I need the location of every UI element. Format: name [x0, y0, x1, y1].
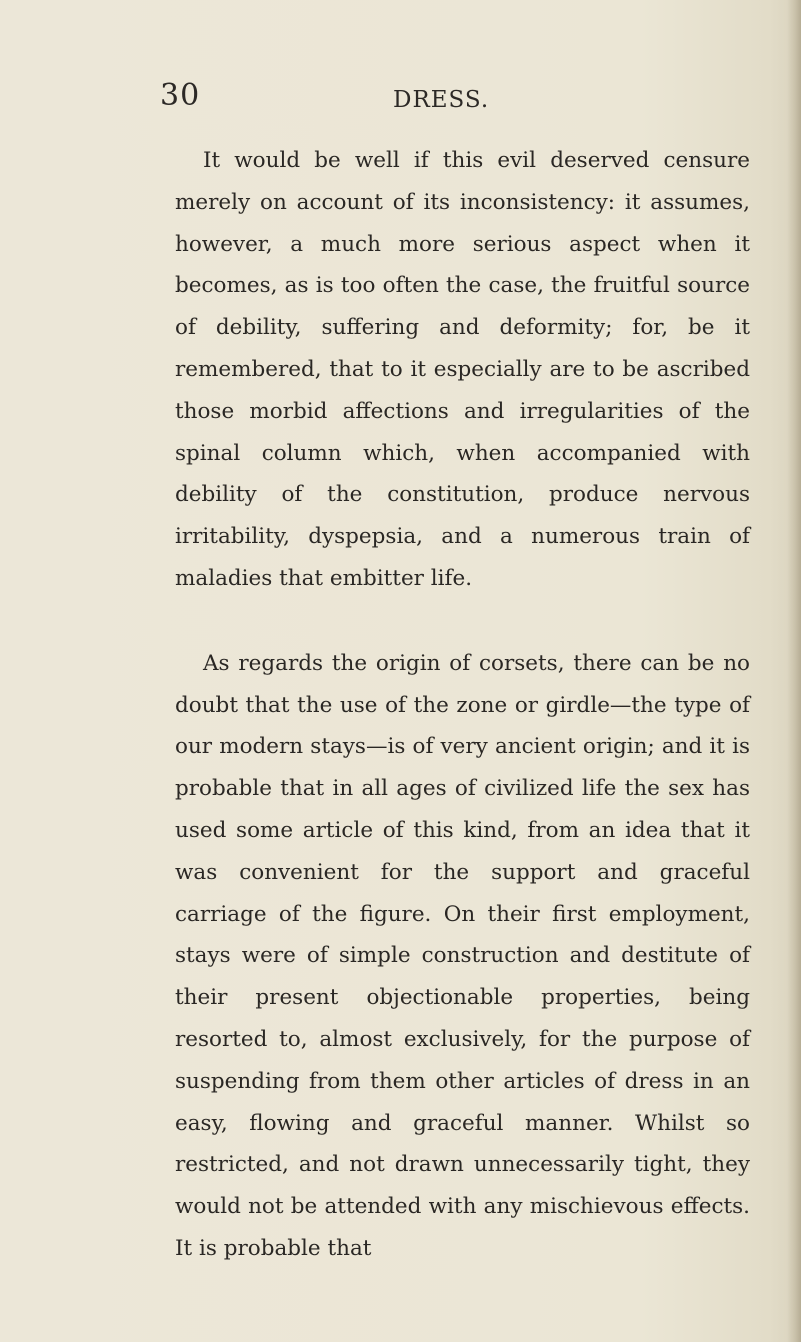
- body-text: [175, 140, 750, 1270]
- paragraph-2: As regards the origin of corsets, there can be no doubt that the use of the zone or girdle—the type of our modern stays—is of very ancient origin; and it is probable that in all ages of civilized life the sex has used some article of this kind, from an idea that it was convenient for the support and graceful carriage of the figure. On their first employment, stays were of simple construction and destitute of their present objectionable properties, being resorted to, almost exclusively, for the purpose of suspending from them other articles of dress in an easy, flowing and graceful manner. Whilst so restricted, and not drawn unnecessarily tight, they would not be attended with any mischievous effects. It is probable that: [175, 650, 750, 1261]
- page-edge-shadow: [787, 0, 801, 1342]
- paragraph-1: It would be well if this evil deserved censure merely on account of its inconsistency: it assumes, however, a much more serious aspect when it becomes, as is too often the case, the fruitful source of debility, suffering and deformity; for, be it remembered, that to it especially are to be ascribed those morbid affections and irregularities of the spinal column which, when accompanied with debility of the constitution, produce nervous irritability, dyspepsia, and a numerous train of maladies that embitter life.: [175, 148, 750, 591]
- page-number: 30: [160, 78, 201, 113]
- running-title: DRESS.: [393, 87, 490, 113]
